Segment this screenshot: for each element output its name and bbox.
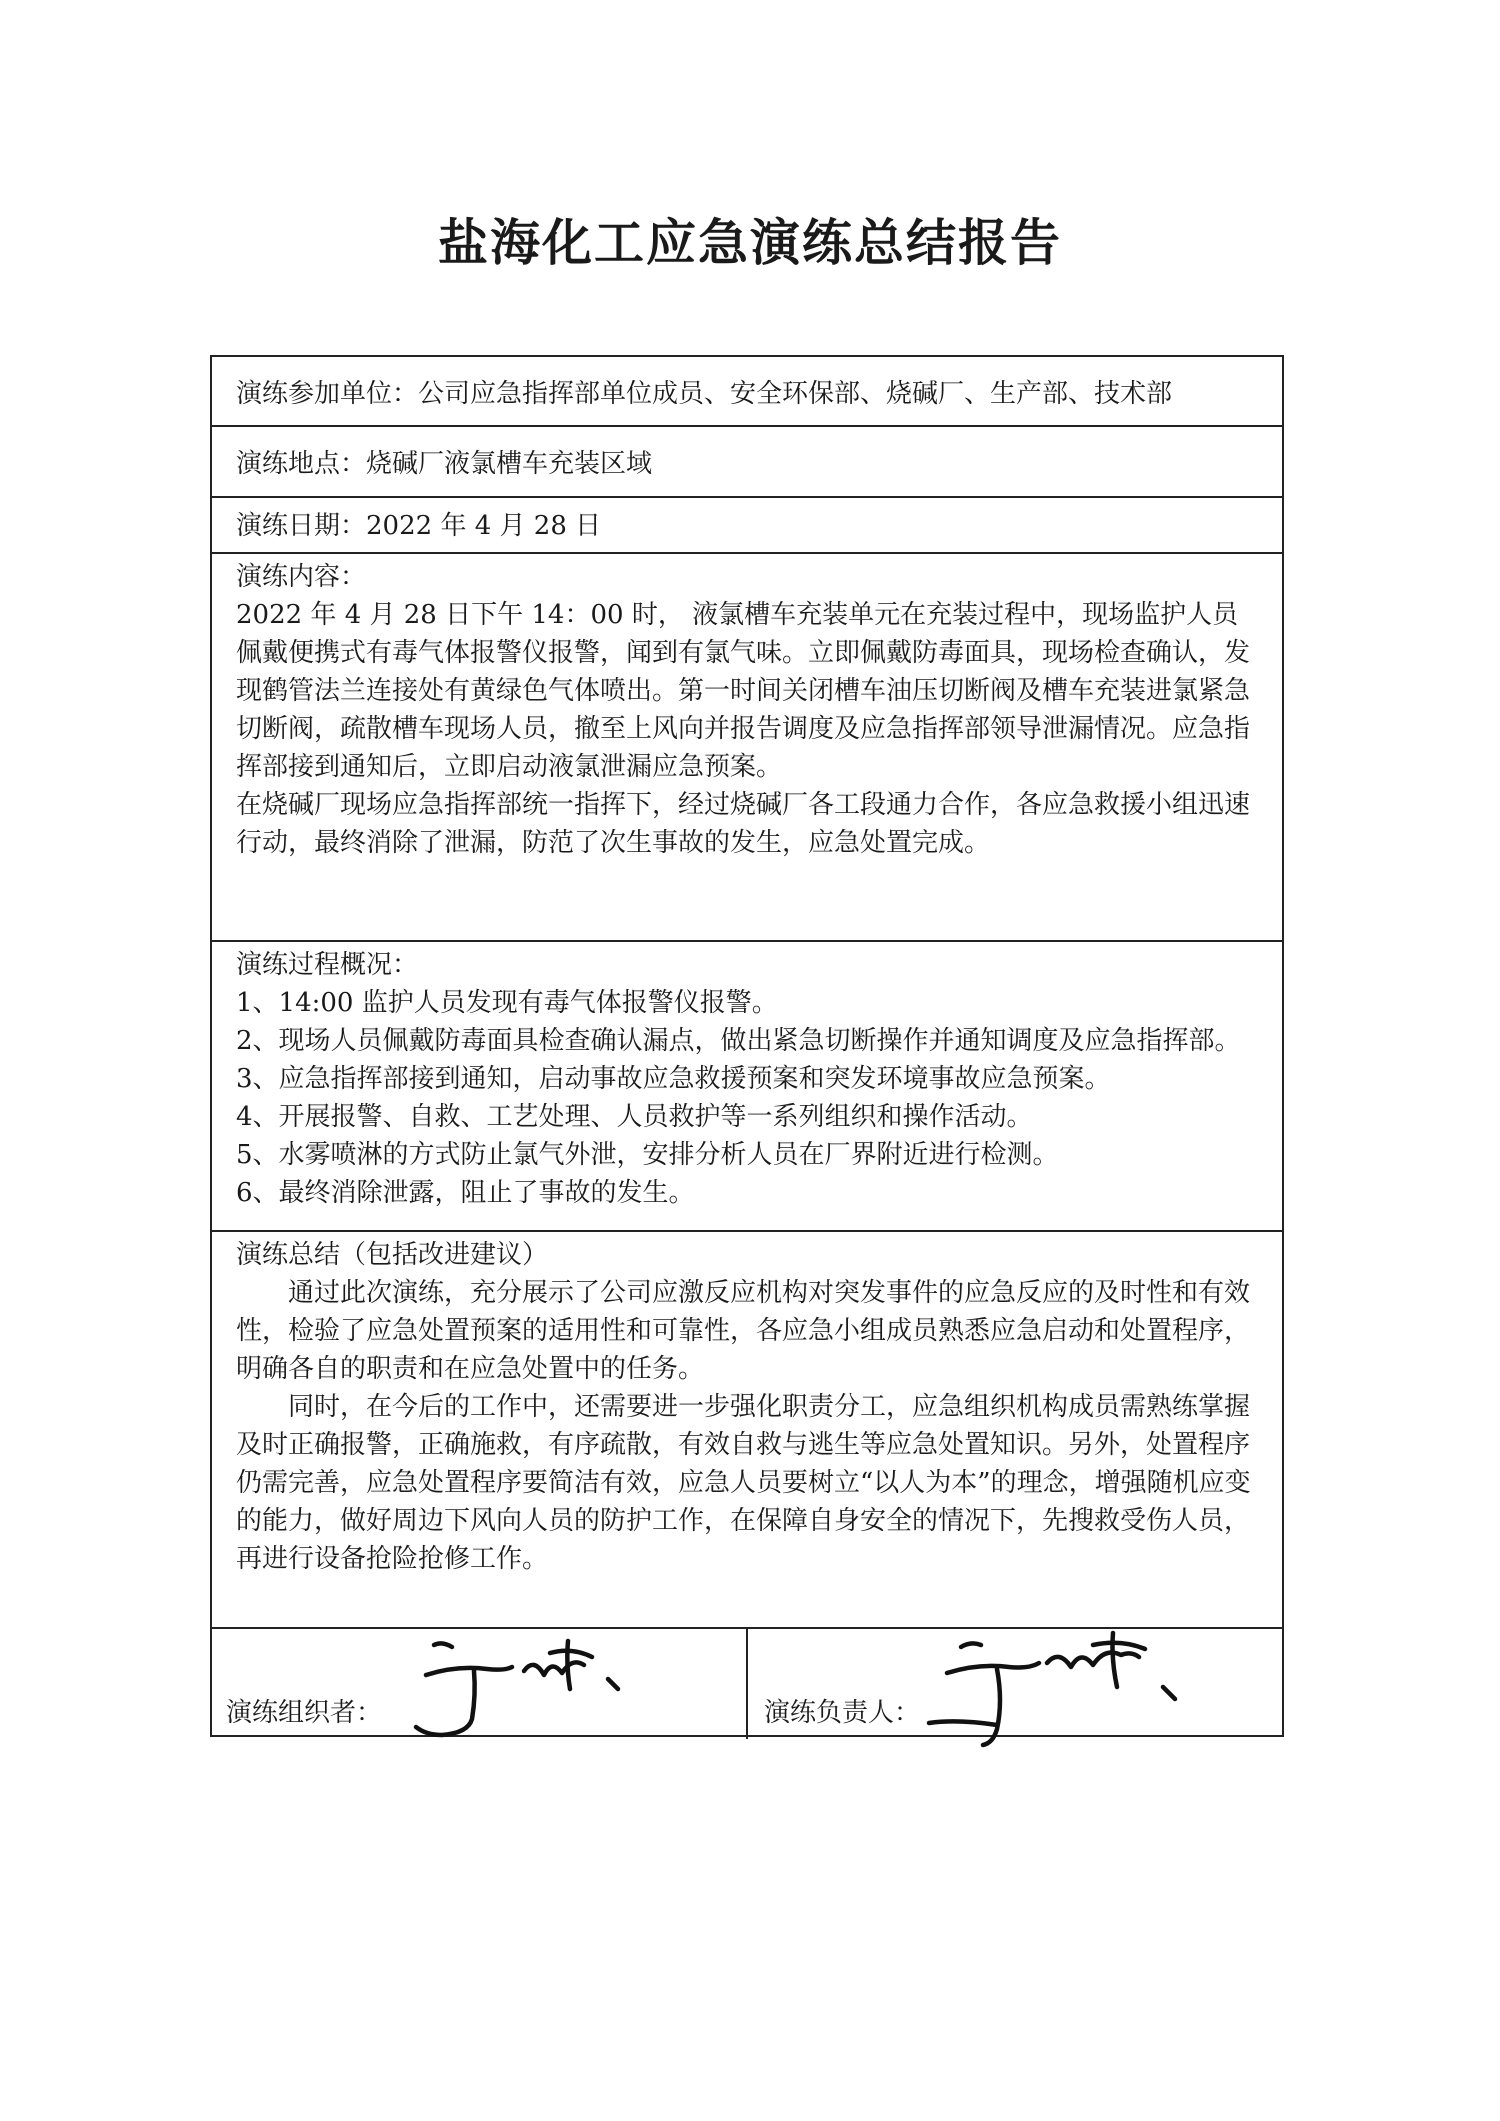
organizer-label: 演练组织者： [226, 1698, 383, 1728]
summary-row [212, 1232, 1282, 1629]
participants-row [212, 357, 1282, 427]
content-paragraph: 在烧碱厂现场应急指挥部统一指挥下，经过烧碱厂各工段通力合作，各应急救援小组迅速行动，最终消除了泄漏，防范了次生事故的发生，应急处置完成。 [236, 790, 1251, 858]
signature-row [212, 1629, 1282, 1739]
date-value: 2022 年 4 月 28 日 [366, 511, 602, 541]
content-row [212, 554, 1282, 942]
report-form [210, 355, 1284, 1737]
summary-label: 演练总结（包括改进建议） [236, 1240, 549, 1270]
organizer-signature [412, 1635, 712, 1745]
process-item: 6、最终消除泄露，阻止了事故的发生。 [236, 1178, 695, 1208]
process-label: 演练过程概况： [236, 950, 419, 980]
location-label: 演练地点： [236, 449, 367, 479]
process-item: 4、开展报警、自救、工艺处理、人员救护等一系列组织和操作活动。 [236, 1102, 1033, 1132]
process-item: 3、应急指挥部接到通知，启动事故应急救援预案和突发环境事故应急预案。 [236, 1064, 1111, 1094]
location-row [212, 427, 1282, 498]
date-label: 演练日期： [236, 511, 367, 541]
process-item: 1、14:00 监护人员发现有毒气体报警仪报警。 [236, 988, 778, 1018]
date-row [212, 498, 1282, 554]
summary-paragraph: 同时，在今后的工作中，还需要进一步强化职责分工，应急组织机构成员需熟练掌握及时正确报警，正确施救，有序疏散，有效自救与逃生等应急处置知识。另外，处置程序仍需完善，应急处置程序要简洁有效，应急人员要树立“以人为本”的理念，增强随机应变的能力，做好周边下风向人员的防护工作，在保障自身安全的情况下，先搜救受伤人员，再进行设备抢险抢修工作。 [236, 1392, 1251, 1574]
leader-label: 演练负责人： [764, 1698, 921, 1728]
process-row [212, 942, 1282, 1232]
document-title: 盐海化工应急演练总结报告 [438, 214, 1062, 272]
location-value: 烧碱厂液氯槽车充装区域 [366, 449, 653, 479]
content-paragraph: 2022 年 4 月 28 日下午 14：00 时， 液氯槽车充装单元在充装过程中，现场监护人员佩戴便携式有毒气体报警仪报警，闻到有氯气味。立即佩戴防毒面具，现场检查确认，发现鹤管法兰连接处有黄绿色气体喷出。第一时间关闭槽车油压切断阀及槽车充装进氯紧急切断阀，疏散槽车现场人员，撤至上风向并报告调度及应急指挥部领导泄漏情况。应急指挥部接到通知后，立即启动液氯泄漏应急预案。 [236, 600, 1251, 782]
summary-paragraph: 通过此次演练，充分展示了公司应激反应机构对突发事件的应急反应的及时性和有效性，检验了应急处置预案的适用性和可靠性，各应急小组成员熟悉应急启动和处置程序，明确各自的职责和在应急处置中的任务。 [236, 1278, 1251, 1384]
content-label: 演练内容： [236, 562, 367, 592]
participants-label: 演练参加单位： [236, 379, 419, 409]
leader-signature [917, 1625, 1277, 1755]
process-item: 2、现场人员佩戴防毒面具检查确认漏点，做出紧急切断操作并通知调度及应急指挥部。 [236, 1026, 1241, 1056]
signature-divider [746, 1629, 748, 1739]
participants-value: 公司应急指挥部单位成员、安全环保部、烧碱厂、生产部、技术部 [418, 379, 1173, 409]
process-item: 5、水雾喷淋的方式防止氯气外泄，安排分析人员在厂界附近进行检测。 [236, 1140, 1059, 1170]
